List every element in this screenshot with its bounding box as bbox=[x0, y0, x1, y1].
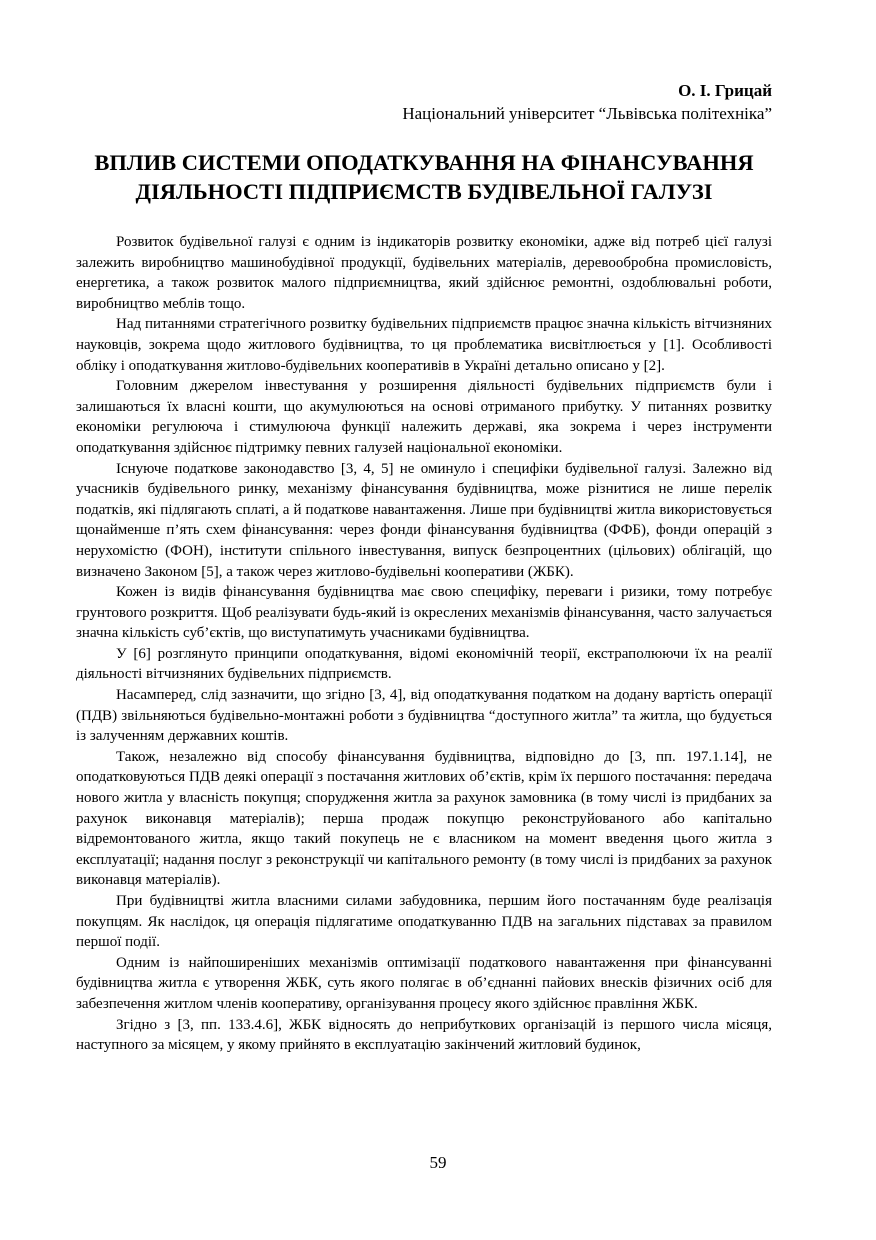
page-number: 59 bbox=[429, 1153, 447, 1172]
paragraph: Насамперед, слід зазначити, що згідно [3, 4], від оподаткування податком на додану вартість операції (ПДВ) звільняються будівельно-монтажні роботи з будівництва “доступного житла” та житла, що будується із залученням державних коштів. bbox=[76, 687, 772, 745]
paragraph: Також, незалежно від способу фінансування будівництва, відповідно до [3, пп. 197.1.14], не оподатковуються ПДВ деякі операції з постачання житлових об’єктів, крім їх першого постачання: передача нового житла у власність покупця; спорудження житла за рахунок замовника (в тому числі із придбаних за рахунок виконавця матеріалів); перша продаж покупцю реконструйованого або капітально відремонтованого житла, якщо такий покупець не є власником на момент введення цього житла з експлуатації; надання послуг з реконструкції чи капітального ремонту (в тому числі із придбаних за рахунок виконавця матеріалів). bbox=[76, 748, 772, 889]
paragraph: Одним із найпоширеніших механізмів оптимізації податкового навантаження при фінансуванні будівництва житла є утворення ЖБК, суть якого полягає в об’єднанні пайових внесків фізичних осіб для забезпечення житлом членів кооперативу, організування процесу якого здійснює правління ЖБК. bbox=[76, 954, 772, 1012]
paragraph: Кожен із видів фінансування будівництва має свою специфіку, переваги і ризики, тому потребує грунтового розкриття. Щоб реалізувати будь-який із окреслених механізмів фінансування, часто залучається значна кількість суб’єктів, що виступатимуть учасниками будівництва. bbox=[76, 584, 772, 642]
paragraph: У [6] розглянуто принципи оподаткування, відомі економічній теорії, екстраполюючи їх на реалії діяльності вітчизняних будівельних підприємств. bbox=[76, 645, 772, 683]
paragraph: При будівництві житла власними силами забудовника, першим його постачанням буде реалізація покупцям. Як наслідок, ця операція підлягатиме оподаткуванню ПДВ на загальних підставах за правилом першої події. bbox=[76, 893, 772, 951]
author-affiliation: Національний університет “Львівська політехніка” bbox=[402, 104, 772, 123]
article-body bbox=[76, 232, 772, 1056]
author-name: О. І. Грицай bbox=[678, 81, 772, 100]
article-title-line-1: ВПЛИВ СИСТЕМИ ОПОДАТКУВАННЯ НА ФІНАНСУВАННЯ bbox=[94, 150, 754, 175]
paragraph: Розвиток будівельної галузі є одним із індикаторів розвитку економіки, адже від потреб цієї галузі залежить виробництво машинобудівної продукції, будівельних матеріалів, деревообробна промисловість, енергетика, а також розвиток малого підприємництва, який здійснює ремонтні, оздоблювальні роботи, виробництво меблів тощо. bbox=[76, 234, 772, 312]
article-title bbox=[76, 148, 772, 206]
article-title-line-2: ДІЯЛЬНОСТІ ПІДПРИЄМСТВ БУДІВЕЛЬНОЇ ГАЛУЗІ bbox=[135, 179, 713, 204]
paragraph: Головним джерелом інвестування у розширення діяльності будівельних підприємств були і залишаються їх власні кошти, що акумулюються на основі отриманого прибутку. У питаннях розвитку економіки регулююча і стимулююча функції належить державі, яка зокрема і через інструменти оподаткування здійснює підтримку певних галузей національної економіки. bbox=[76, 378, 772, 456]
paragraph: Згідно з [3, пп. 133.4.6], ЖБК відносять до неприбуткових організацій із першого числа місяця, наступного за місяцем, у якому прийнято в експлуатацію закінчений житловий будинок, bbox=[76, 1016, 772, 1054]
page-content bbox=[76, 80, 772, 1056]
paragraph: Над питаннями стратегічного розвитку будівельних підприємств працює значна кількість вітчизняних науковців, зокрема щодо житлового будівництва, то ця проблематика висвітлюється у [1]. Особливості обліку і оподаткування житлово-будівельних кооперативів в Україні детально описано у [2]. bbox=[76, 316, 772, 374]
paragraph: Існуюче податкове законодавство [3, 4, 5] не оминуло і специфіки будівельної галузі. Залежно від учасників будівельного ринку, механізму фінансування будівництва, може різнитися не лише перелік податків, які підлягають сплаті, а й податкове навантаження. Лише при будівництві житла використовується щонайменше п’ять схем фінансування: через фонди фінансування будівництва (ФФБ), фонди операцій з нерухомістю (ФОН), інститути спільного інвестування, випуск безпроцентних (цільових) облігацій, що визначено Законом [5], а також через житлово-будівельні кооперативи (ЖБК). bbox=[76, 460, 772, 580]
